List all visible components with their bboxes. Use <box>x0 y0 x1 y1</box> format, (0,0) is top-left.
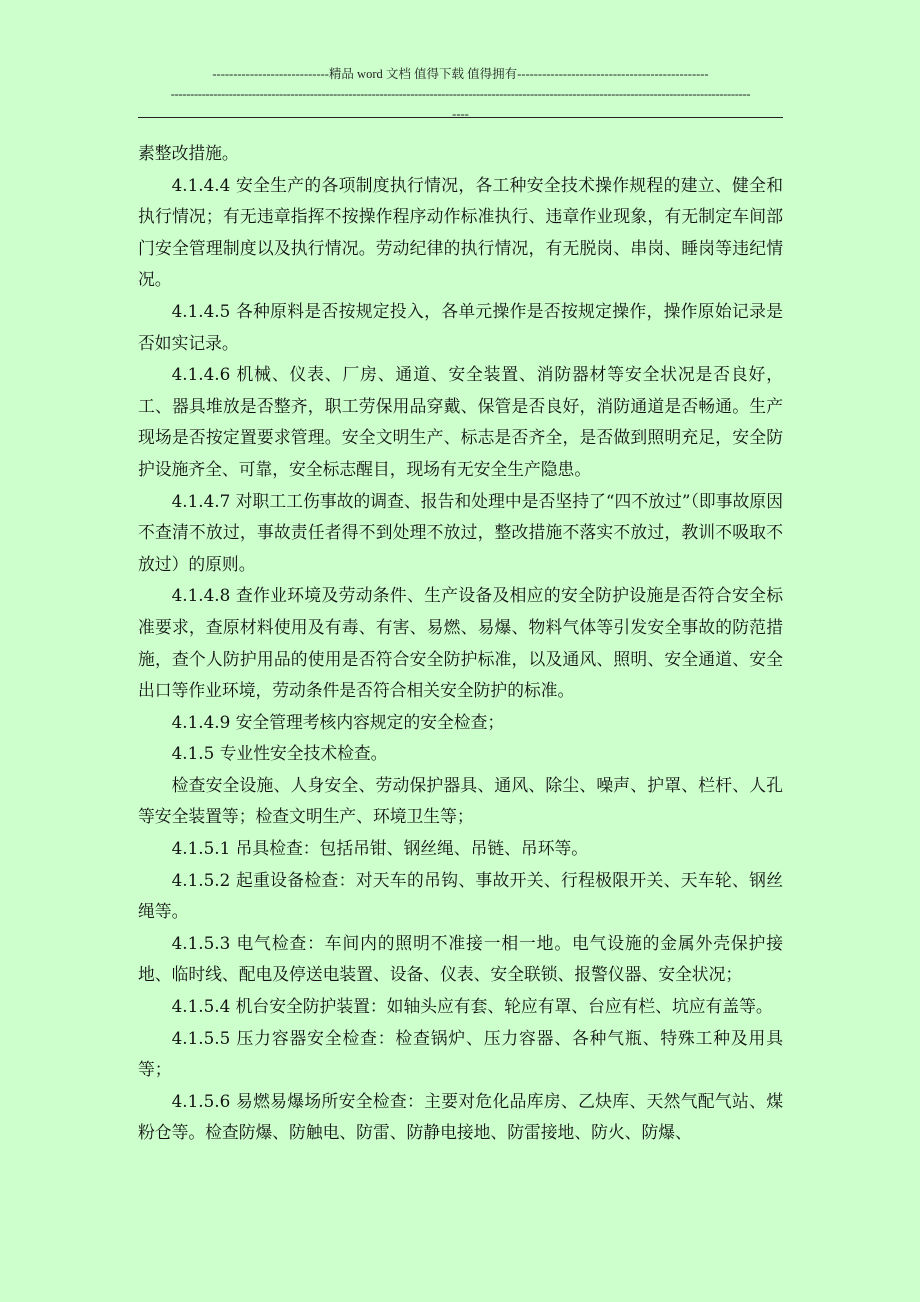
paragraph-4-1-4-5: 4.1.4.5 各种原料是否按规定投入，各单元操作是否按规定操作，操作原始记录是否如实记录。 <box>138 300 783 353</box>
header-banner-text: ----------------------------精品 word 文档 值得下载 值得拥有---------------------------------------------- <box>212 67 709 81</box>
paragraph-4-1-5-5: 4.1.5.5 压力容器安全检查：检查锅炉、压力容器、各种气瓶、特殊工种及用具等； <box>138 1027 783 1080</box>
paragraph-4-1-5-1: 4.1.5.1 吊具检查：包括吊钳、钢丝绳、吊链、吊环等。 <box>171 838 589 859</box>
paragraph-continuation: 素整改措施。 <box>138 143 239 163</box>
paragraph-4-1-5-6: 4.1.5.6 易燃易爆场所安全检查：主要对危化品库房、乙炔库、天然气配气站、煤粉仓等。检查防爆、防触电、防雷、防静电接地、防雷接地、防火、防爆、 <box>138 1090 783 1143</box>
paragraph-4-1-5-2: 4.1.5.2 起重设备检查：对天车的吊钩、事故开关、行程极限开关、天车轮、钢丝绳等。 <box>138 869 783 922</box>
header-dash-tail: ---- <box>452 107 469 121</box>
paragraph-4-1-5-4: 4.1.5.4 机台安全防护装置：如轴头应有套、轮应有罩、台应有栏、坑应有盖等。 <box>171 996 773 1017</box>
paragraph-4-1-5: 4.1.5 专业性安全技术检查。 <box>171 743 388 764</box>
paragraph-4-1-4-8: 4.1.4.8 查作业环境及劳动条件、生产设备及相应的安全防护设施是否符合安全标准要求，查原材料使用及有毒、有害、易燃、易爆、物料气体等引发安全事故的防范措施，查个人防护用品的使用是否符合安全防护标准，以及通风、照明、安全通道、安全出口等作业环境，劳动条件是否符合相关安全防护的标准。 <box>138 585 783 701</box>
header-rule <box>138 117 783 118</box>
paragraph-4-1-4-6: 4.1.4.6 机械、仪表、厂房、通道、安全装置、消防器材等安全状况是否良好，工、器具堆放是否整齐，职工劳保用品穿戴、保管是否良好，消防通道是否畅通。生产现场是否按定置要求管理。安全文明生产、标志是否齐全，是否做到照明充足，安全防护设施齐全、可靠，安全标志醒目，现场有无安全生产隐患。 <box>138 364 783 479</box>
paragraph-4-1-4-9: 4.1.4.9 安全管理考核内容规定的安全检查； <box>171 711 505 732</box>
paragraph-4-1-4-4: 4.1.4.4 安全生产的各项制度执行情况，各工种安全技术操作规程的建立、健全和执行情况；有无违章指挥不按操作程序动作标准执行、违章作业现象，有无制定车间部门安全管理制度以及执行情况。劳动纪律的执行情况，有无脱岗、串岗、睡岗等违纪情况。 <box>138 174 783 290</box>
paragraph-inspection-scope: 检查安全设施、人身安全、劳动保护器具、通风、除尘、噪声、护罩、栏杆、人孔等安全装置等；检查文明生产、环境卫生等； <box>138 774 783 827</box>
header-dash-line: ------------------------------------------------------------------------------------------------------------------------------------------------------ <box>170 87 751 101</box>
paragraph-4-1-5-3: 4.1.5.3 电气检查：车间内的照明不准接一相一地。电气设施的金属外壳保护接地、临时线、配电及停送电装置、设备、仪表、安全联锁、报警仪器、安全状况； <box>138 932 783 985</box>
page-header <box>138 64 783 124</box>
paragraph-4-1-4-7: 4.1.4.7 对职工工伤事故的调查、报告和处理中是否坚持了“四不放过”（即事故原因不查清不放过，事故责任者得不到处理不放过，整改措施不落实不放过，教训不吸取不放过）的原则。 <box>138 490 783 574</box>
document-body <box>138 138 783 1149</box>
